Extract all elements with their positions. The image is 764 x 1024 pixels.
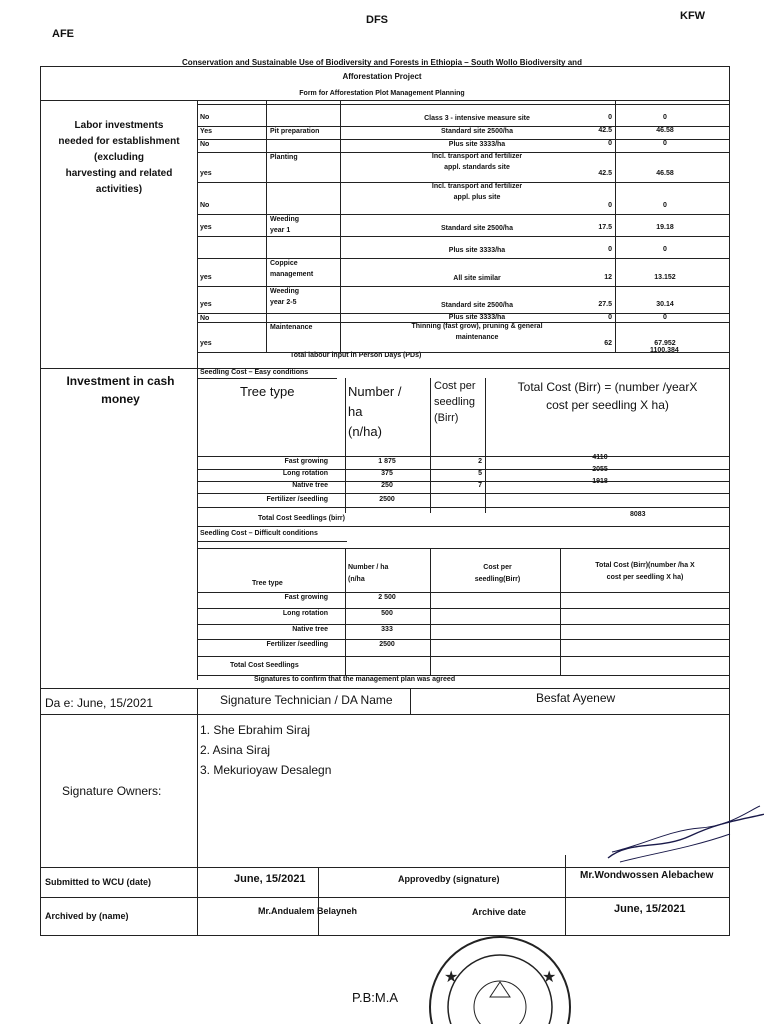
labor-yes-no: Yes: [200, 128, 213, 135]
labor-activity: Planting: [270, 154, 298, 161]
difficult-col-total: Total Cost (Birr)(number /ha X cost per seedling X ha): [595, 562, 695, 581]
labor-value-a: 17.5: [598, 224, 612, 231]
rule: [197, 286, 730, 287]
archive-date-label: Archive date: [472, 907, 527, 917]
rule: [40, 100, 730, 101]
labor-yes-no: yes: [200, 170, 212, 177]
rule: [197, 656, 730, 657]
easy-cost: 2: [478, 458, 482, 465]
easy-cost: 7: [478, 482, 482, 489]
archived-name: Mr.Andualem Belayneh: [258, 906, 358, 916]
labor-yes-no: No: [200, 202, 210, 209]
labor-value-b: 0: [663, 114, 667, 121]
rule: [40, 368, 730, 369]
rule: [197, 104, 730, 105]
col-rule: [197, 688, 198, 936]
labor-description: Class 3 - intensive measure site: [424, 115, 530, 122]
labor-yes-no: yes: [200, 274, 212, 281]
difficult-number: 333: [381, 626, 393, 633]
col-rule: [615, 100, 616, 352]
owner-item: 1. She Ebrahim Siraj: [200, 723, 311, 737]
rule: [197, 236, 730, 237]
rule: [197, 541, 347, 542]
labor-activity: Pit preparation: [270, 128, 320, 135]
labor-value-b: 30.14: [656, 301, 674, 308]
rule: [197, 352, 730, 353]
labor-value-b: 0: [663, 314, 667, 321]
labor-description: maintenance: [455, 334, 499, 341]
labor-value-a: 27.5: [598, 301, 612, 308]
labor-description: Incl. transport and fertilizer: [431, 153, 523, 160]
rule: [197, 624, 730, 625]
rule: [197, 258, 730, 259]
labor-value-a: 0: [608, 140, 612, 147]
col-rule: [410, 688, 411, 714]
owner-item: 2. Asina Siraj: [200, 743, 271, 757]
labor-description: Incl. transport and fertilizer: [431, 183, 523, 190]
difficult-tree-type: Long rotation: [282, 610, 328, 617]
svg-text:★: ★: [444, 969, 459, 986]
easy-number: 1 875: [378, 458, 396, 465]
labor-total-label: Total labour input in Person Days (PDs): [290, 352, 422, 359]
easy-total: 4110: [592, 454, 608, 461]
labor-value-a: 12: [604, 274, 612, 281]
labor-value-b: 0: [663, 246, 667, 253]
easy-tree-type: Long rotation: [282, 470, 328, 477]
labor-value-a: 62: [604, 340, 612, 347]
owner-item: 3. Mekurioyaw Desalegn: [200, 763, 332, 777]
approved-name: Mr.Wondwossen Alebachew: [580, 870, 714, 881]
labor-value-a: 0: [608, 202, 612, 209]
rule: [40, 714, 730, 715]
difficult-number: 2500: [379, 641, 395, 648]
rule: [40, 897, 730, 898]
difficult-number: 500: [381, 610, 393, 617]
archived-label: Archived by (name): [45, 911, 129, 921]
labor-activity: Maintenance: [270, 324, 313, 331]
easy-col-tree: Tree type: [240, 384, 295, 399]
difficult-heading: Seedling Cost – Difficult conditions: [200, 530, 318, 537]
labor-value-b: 46.58: [656, 127, 674, 134]
rule: [197, 608, 730, 609]
labor-value-b: 0: [663, 140, 667, 147]
labor-value-a: 42.5: [598, 170, 612, 177]
rule: [197, 548, 730, 549]
col-rule: [197, 100, 198, 680]
labor-total-value: 1100.384: [650, 347, 679, 354]
labor-description: appl. standards site: [444, 164, 510, 171]
header-left-code: AFE: [52, 28, 74, 40]
labor-value-a: 42.5: [598, 127, 612, 134]
rule: [197, 456, 730, 457]
labor-yes-no: yes: [200, 301, 212, 308]
easy-total-label: Total Cost Seedlings (birr): [258, 515, 345, 522]
easy-number: 375: [381, 470, 393, 477]
labor-value-b: 13.152: [654, 274, 676, 281]
easy-col-cost: Cost per seedling (Birr): [434, 380, 476, 424]
col-rule: [318, 867, 319, 936]
labor-yes-no: yes: [200, 224, 212, 231]
technician-label: Signature Technician / DA Name: [220, 693, 393, 707]
agreement-note: Signatures to confirm that the management plan was agreed: [254, 676, 456, 683]
rule: [40, 867, 730, 868]
cash-label: Investment in cash money: [66, 374, 175, 406]
rule: [40, 688, 730, 689]
submitted-label: Submitted to WCU (date): [45, 877, 151, 887]
labor-value-a: 0: [608, 246, 612, 253]
header-right-code: KFW: [680, 10, 706, 22]
labor-description: Standard site 2500/ha: [441, 302, 513, 309]
technician-name: Besfat Ayenew: [536, 691, 616, 705]
easy-total: 2055: [592, 466, 608, 473]
difficult-number: 2 500: [378, 594, 396, 601]
owners-label: Signature Owners:: [62, 784, 162, 798]
labor-activity: year 1: [270, 227, 291, 234]
svg-text:★: ★: [542, 969, 557, 986]
form-title-line2: Afforestation Project: [342, 72, 422, 81]
rule: [197, 507, 730, 508]
owners-list: [200, 720, 331, 780]
easy-number: 250: [381, 482, 393, 489]
labor-activity: management: [270, 271, 314, 278]
labor-description: Thinning (fast grow), pruning & general: [411, 323, 543, 330]
easy-tree-type: Fast growing: [284, 458, 328, 465]
official-stamp: [420, 922, 580, 1024]
date-label: Da e: June, 15/2021: [45, 696, 154, 710]
rule: [197, 214, 730, 215]
easy-total: 1918: [592, 478, 608, 485]
difficult-tree-type: Native tree: [292, 626, 328, 633]
labor-activity: Weeding: [270, 216, 300, 223]
difficult-col-number: Number / ha (n/ha: [348, 564, 389, 583]
footer-code: P.B:M.A: [352, 990, 399, 1005]
labor-value-b: 0: [663, 202, 667, 209]
labor-yes-no: No: [200, 114, 210, 121]
labor-description: appl. plus site: [453, 194, 501, 201]
labor-description: Plus site 3333/ha: [448, 314, 506, 321]
labor-description: Standard site 2500/ha: [441, 128, 513, 135]
easy-cost: 5: [478, 470, 482, 477]
labor-description: Plus site 3333/ha: [448, 247, 506, 254]
easy-total-value: 8083: [630, 511, 646, 518]
difficult-tree-type: Fertilizer /seedling: [266, 641, 328, 648]
labor-description: All site similar: [453, 275, 501, 282]
header-center-code: DFS: [366, 14, 388, 26]
labor-activity: Coppice: [270, 260, 298, 267]
difficult-total-label: Total Cost Seedlings: [230, 662, 299, 669]
labor-activity: Weeding: [270, 288, 300, 295]
submitted-date: June, 15/2021: [234, 873, 306, 885]
difficult-col-cost: Cost per seedling(Birr): [474, 564, 521, 583]
labor-description: Plus site 3333/ha: [448, 141, 506, 148]
difficult-tree-type: Fast growing: [284, 594, 328, 601]
difficult-col-tree: Tree type: [252, 580, 283, 587]
handwritten-signature: [600, 800, 764, 870]
labor-value-b: 67.952: [654, 340, 676, 347]
labor-yes-no: yes: [200, 340, 212, 347]
labor-yes-no: No: [200, 315, 210, 322]
labor-value-a: 0: [608, 314, 612, 321]
rule: [197, 639, 730, 640]
easy-col-number: Number / ha (n/ha): [348, 384, 402, 439]
easy-tree-type: Native tree: [292, 482, 328, 489]
easy-tree-type: Fertilizer /seedling: [266, 496, 328, 503]
form-title-line1: Conservation and Sustainable Use of Biodiversity and Forests in Ethiopia – South Wollo Biodiversity and: [182, 58, 582, 67]
labor-label: Labor investments needed for establishment (excluding harvesting and related activities): [58, 120, 180, 195]
easy-col-total: Total Cost (Birr) = (number /yearX cost per seedling X ha): [517, 380, 698, 412]
labor-value-b: 46.58: [656, 170, 674, 177]
col-rule: [340, 100, 341, 352]
archive-date: June, 15/2021: [614, 903, 686, 915]
labor-value-a: 0: [608, 114, 612, 121]
rule: [197, 592, 730, 593]
easy-number: 2500: [379, 496, 395, 503]
col-rule: [266, 100, 267, 352]
labor-description: Standard site 2500/ha: [441, 225, 513, 232]
labor-yes-no: No: [200, 141, 210, 148]
easy-heading: Seedling Cost – Easy conditions: [200, 369, 309, 376]
labor-value-b: 19.18: [656, 224, 674, 231]
labor-activity: year 2-5: [270, 299, 297, 306]
rule: [197, 493, 730, 494]
rule: [197, 378, 337, 379]
form-title-line3: Form for Afforestation Plot Management Planning: [299, 90, 465, 97]
approved-label: Approvedby (signature): [398, 874, 500, 884]
rule: [197, 526, 730, 527]
